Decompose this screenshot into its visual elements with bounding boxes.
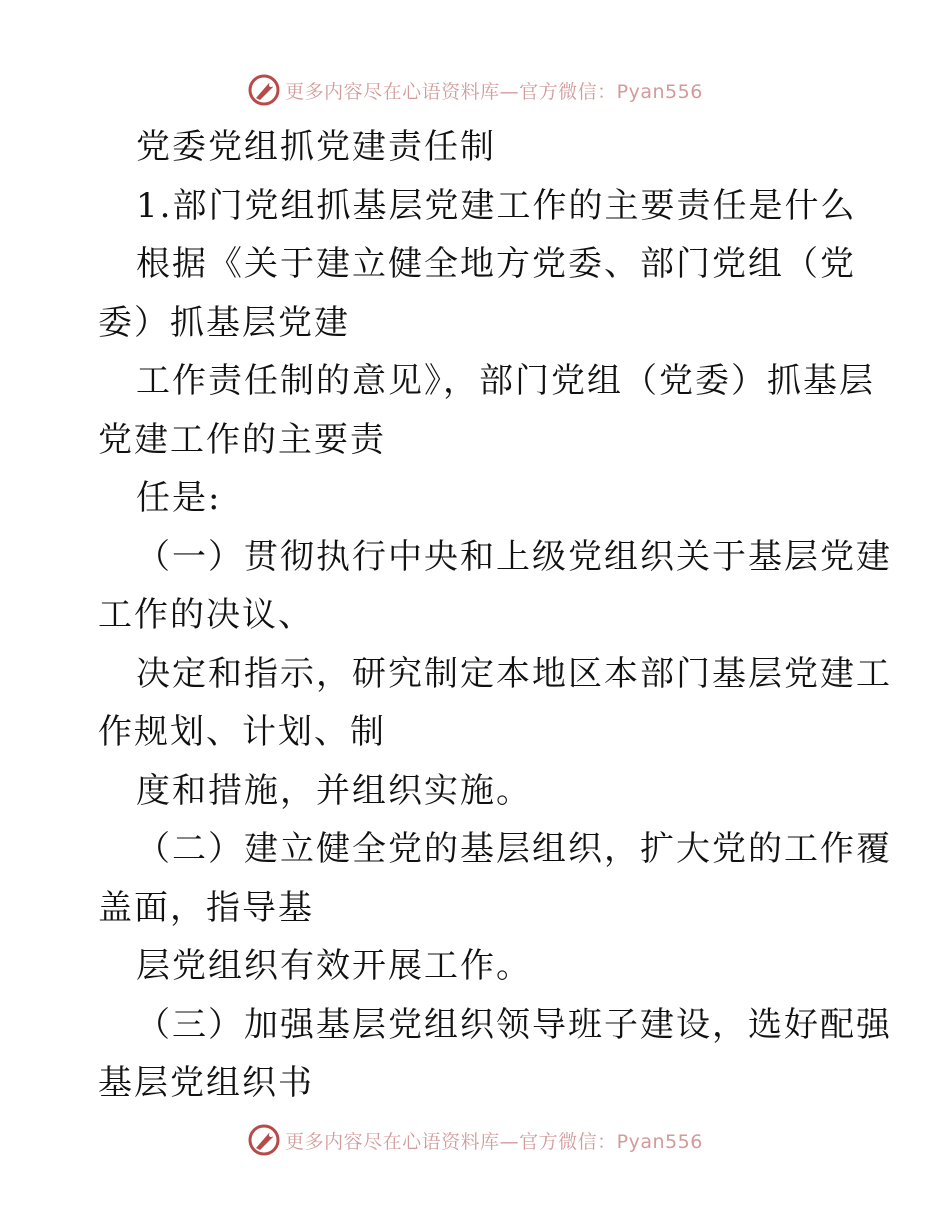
footer-banner: [0, 1120, 950, 1160]
pen-nib-logo-icon: [247, 1123, 281, 1157]
paragraph-line: 党建工作的主要责: [98, 419, 386, 460]
paragraph-line: （二）建立健全党的基层组织，扩大党的工作覆: [136, 829, 892, 869]
paragraph-line: （三）加强基层党组织领导班子建设，选好配强: [136, 1004, 892, 1045]
document-title: 党委党组抓党建责任制: [136, 127, 496, 167]
pen-nib-logo-icon: [247, 73, 281, 107]
paragraph-line: 工作的决议、: [98, 595, 314, 635]
paragraph-line: 任是:: [136, 478, 222, 518]
paragraph-line: 层党组织有效开展工作。: [136, 946, 532, 986]
paragraph-line: （一）贯彻执行中央和上级党组织关于基层党建: [136, 536, 892, 577]
header-banner-text: 更多内容尽在心语资料库—官方微信：Pyan556: [285, 80, 703, 103]
paragraph-line: 委）抓基层党建: [98, 302, 350, 343]
paragraph-line: 度和措施，并组织实施。: [136, 770, 532, 811]
question-heading: 1.部门党组抓基层党建工作的主要责任是什么: [136, 185, 857, 226]
footer-banner-text: 更多内容尽在心语资料库—官方微信：Pyan556: [285, 1130, 703, 1153]
paragraph-line: 基层党组织书: [98, 1063, 314, 1103]
header-banner: [0, 70, 950, 110]
paragraph-line: 作规划、计划、制: [98, 712, 386, 752]
paragraph-line: 工作责任制的意见》，部门党组（党委）抓基层: [136, 361, 875, 401]
paragraph-line: 决定和指示，研究制定本地区本部门基层党建工: [136, 653, 892, 694]
paragraph-line: 盖面，指导基: [98, 887, 314, 928]
document-body: [98, 118, 892, 1113]
paragraph-line: 根据《关于建立健全地方党委、部门党组（党: [136, 244, 856, 284]
